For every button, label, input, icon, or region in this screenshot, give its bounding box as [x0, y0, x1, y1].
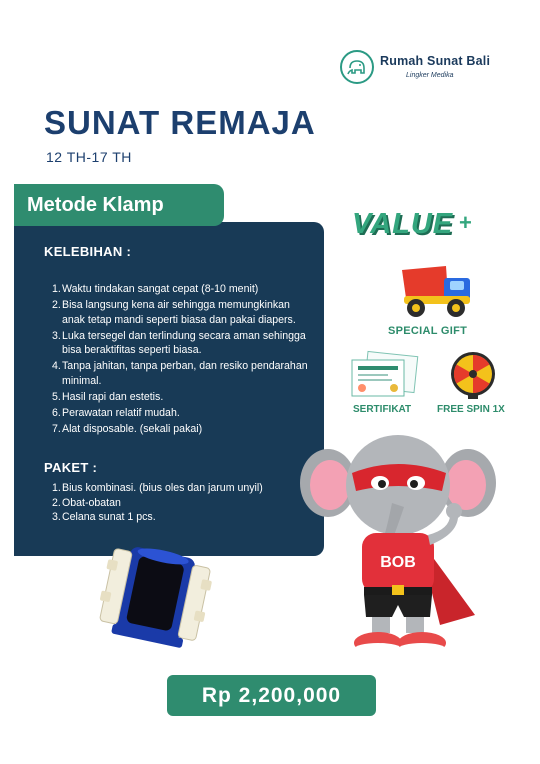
list-item: 1. Bius kombinasi. (bius oles dan jarum unyil)	[52, 482, 263, 494]
page-title: SUNAT REMAJA	[44, 104, 316, 141]
age-range: 12 TH-17 TH	[46, 149, 132, 165]
elephant-logo-icon	[340, 50, 374, 84]
paket-list	[52, 481, 312, 525]
value-plus: +	[459, 210, 472, 235]
list-item: 3. Luka tersegel dan terlindung secara aman sehingga bisa beraktifitas seperti biasa.	[52, 329, 306, 356]
list-item: 7. Alat disposable. (sekali pakai)	[52, 422, 203, 435]
brand-name: Rumah Sunat Bali	[380, 54, 491, 68]
list-item: 2. Bisa langsung kena air sehingga memungkinkan anak tetap mandi seperti biasa dan pakai diapers.	[52, 299, 296, 326]
brand-subtitle: Lingker Medika	[406, 72, 454, 79]
free-spin-label: FREE SPIN 1X	[437, 404, 505, 415]
list-item: 6. Perawatan relatif mudah.	[52, 406, 180, 419]
method-tab: Metode Klamp	[14, 184, 224, 226]
toy-truck-icon	[398, 262, 476, 322]
elephant-mascot-icon	[300, 425, 500, 665]
list-item: 1. Waktu tindakan sangat cepat (8-10 menit)	[52, 283, 259, 295]
price-badge: Rp 2,200,000	[167, 675, 376, 716]
clamp-device-icon	[92, 540, 222, 650]
mascot-shirt-text: BOB	[380, 554, 416, 571]
brand-logo	[340, 48, 520, 88]
paket-label: PAKET :	[44, 460, 98, 475]
kelebihan-list	[52, 282, 312, 438]
kelebihan-label: KELEBIHAN :	[44, 244, 132, 259]
list-item: 5. Hasil rapi dan estetis.	[52, 390, 164, 403]
list-item: 3. Celana sunat 1 pcs.	[52, 511, 156, 523]
special-gift-label: SPECIAL GIFT	[388, 325, 468, 337]
certificate-label: SERTIFIKAT	[353, 404, 412, 415]
value-title: VALUE	[352, 208, 454, 240]
list-item: 4. Tanpa jahitan, tanpa perban, dan resiko pendarahan minimal.	[52, 360, 308, 387]
certificate-icon	[348, 350, 420, 400]
spin-wheel-icon	[448, 350, 498, 400]
list-item: 2. Obat-obatan	[52, 496, 121, 509]
